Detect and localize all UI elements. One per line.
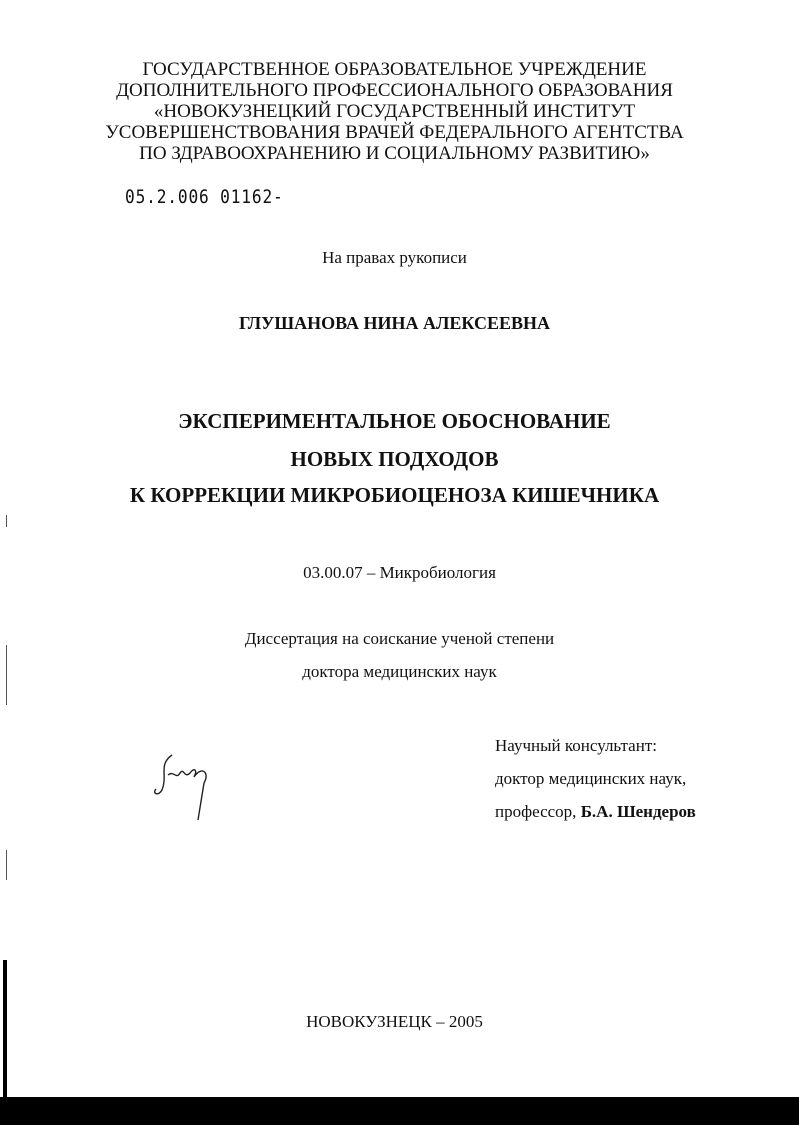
scan-artifact bbox=[6, 515, 7, 527]
degree-line: доктора медицинских наук bbox=[302, 662, 497, 681]
degree-line: Диссертация на соискание ученой степени bbox=[244, 629, 555, 648]
consultant-prefix: профессор, bbox=[495, 802, 581, 821]
scan-border bbox=[0, 1097, 799, 1125]
scan-artifact bbox=[6, 850, 7, 880]
consultant-rank: доктор медицинских наук, bbox=[495, 769, 687, 788]
title-line: ЭКСПЕРИМЕНТАЛЬНОЕ ОБОСНОВАНИЕ bbox=[178, 409, 611, 433]
manuscript-note: На правах рукописи bbox=[322, 248, 467, 267]
scan-edge bbox=[3, 960, 7, 1100]
institution-line: ПО ЗДРАВООХРАНЕНИЮ И СОЦИАЛЬНОМУ РАЗВИТИЮ» bbox=[139, 143, 650, 164]
consultant-label: Научный консультант: bbox=[495, 736, 657, 755]
city-year: НОВОКУЗНЕЦК – 2005 bbox=[306, 1012, 483, 1031]
institution-line: ГОСУДАРСТВЕННОЕ ОБРАЗОВАТЕЛЬНОЕ УЧРЕЖДЕНИЕ bbox=[142, 59, 647, 80]
institution-header bbox=[0, 59, 794, 164]
title-line: К КОРРЕКЦИИ МИКРОБИОЦЕНОЗА КИШЕЧНИКА bbox=[129, 483, 660, 507]
scan-artifact bbox=[6, 645, 7, 705]
institution-line: «НОВОКУЗНЕЦКИЙ ГОСУДАРСТВЕННЫЙ ИНСТИТУТ bbox=[153, 101, 636, 122]
institution-line: ДОПОЛНИТЕЛЬНОГО ПРОФЕССИОНАЛЬНОГО ОБРАЗОВАНИЯ bbox=[116, 80, 673, 101]
author-name: ГЛУШАНОВА НИНА АЛЕКСЕЕВНА bbox=[238, 313, 551, 333]
title-line: НОВЫХ ПОДХОДОВ bbox=[290, 447, 499, 471]
specialty: 03.00.07 – Микробиология bbox=[303, 563, 496, 582]
consultant-name: Б.А. Шендеров bbox=[580, 802, 696, 821]
institution-line: УСОВЕРШЕНСТВОВАНИЯ ВРАЧЕЙ ФЕДЕРАЛЬНОГО АГЕНТСТВА bbox=[105, 122, 684, 143]
archive-stamp: 05.2.006 01162- bbox=[125, 186, 284, 208]
signature-icon bbox=[150, 745, 230, 825]
consultant-name-line bbox=[495, 802, 696, 822]
